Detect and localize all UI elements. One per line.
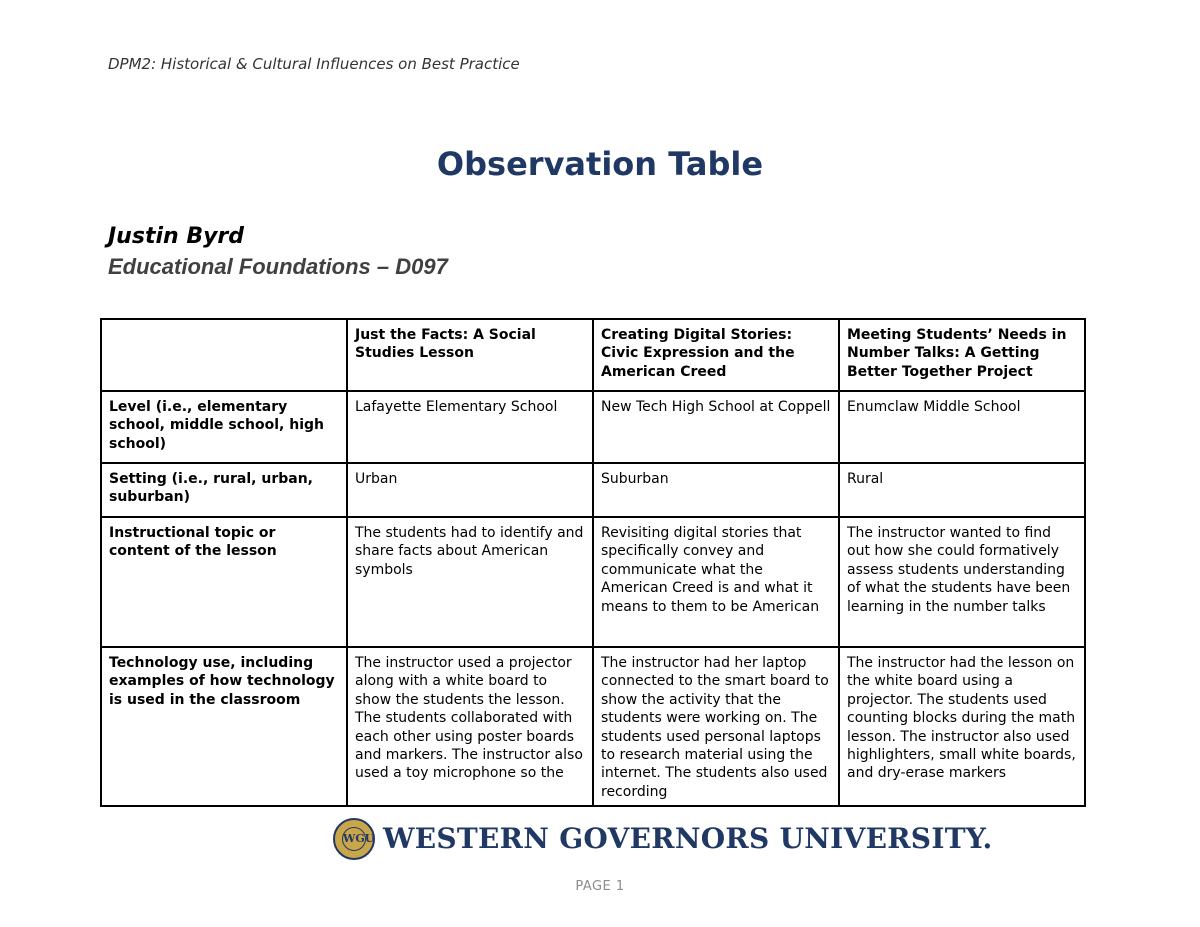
row-label-level: Level (i.e., elementary school, middle school, high school) bbox=[101, 391, 347, 463]
author-name: Justin Byrd bbox=[108, 224, 245, 249]
table-cell: Revisiting digital stories that specifically convey and communicate what the American Creed is and what it means to them to be American bbox=[593, 517, 839, 647]
seal-monogram: WGU bbox=[342, 827, 366, 851]
university-seal-icon bbox=[333, 818, 375, 860]
table-cell: The instructor wanted to find out how she could formatively assess students understanding of what the students have been learning in the number talks bbox=[839, 517, 1085, 647]
row-label-topic: Instructional topic or content of the lesson bbox=[101, 517, 347, 647]
table-cell: Enumclaw Middle School bbox=[839, 391, 1085, 463]
table-cell: Urban bbox=[347, 463, 593, 517]
course-name: Educational Foundations – D097 bbox=[108, 254, 448, 279]
observation-table bbox=[100, 318, 1086, 807]
row-label-technology: Technology use, including examples of how technology is used in the classroom bbox=[101, 647, 347, 806]
column-header-blank bbox=[101, 319, 347, 391]
page-title: Observation Table bbox=[436, 145, 764, 183]
table-cell: Rural bbox=[839, 463, 1085, 517]
table-row bbox=[101, 647, 1085, 806]
table-row bbox=[101, 463, 1085, 517]
document-header: DPM2: Historical & Cultural Influences on Best Practice bbox=[108, 55, 520, 73]
table-cell: New Tech High School at Coppell bbox=[593, 391, 839, 463]
table-cell: The instructor used a projector along with a white board to show the students the lesson. The students collaborated with each other using poster boards and markers. The instructor also used a toy microphone so the bbox=[347, 647, 593, 806]
column-header-lesson-1: Just the Facts: A Social Studies Lesson bbox=[347, 319, 593, 391]
column-header-lesson-3: Meeting Students’ Needs in Number Talks: A Getting Better Together Project bbox=[839, 319, 1085, 391]
table-header-row bbox=[101, 319, 1085, 391]
table-cell: The instructor had the lesson on the white board using a projector. The students used counting blocks during the math lesson. The instructor also used highlighters, small white boards, and dry-erase markers bbox=[839, 647, 1085, 806]
table-cell: The instructor had her laptop connected to the smart board to show the activity that the students were working on. The students used personal laptops to research material using the internet. The students also used recording bbox=[593, 647, 839, 806]
row-label-setting: Setting (i.e., rural, urban, suburban) bbox=[101, 463, 347, 517]
wgu-logo bbox=[333, 818, 993, 862]
university-wordmark: WESTERN GOVERNORS UNIVERSITY. bbox=[383, 822, 993, 855]
page-number: PAGE 1 bbox=[575, 879, 625, 894]
table-row bbox=[101, 517, 1085, 647]
column-header-lesson-2: Creating Digital Stories: Civic Expression and the American Creed bbox=[593, 319, 839, 391]
table-row bbox=[101, 391, 1085, 463]
table-cell: The students had to identify and share facts about American symbols bbox=[347, 517, 593, 647]
table-cell: Suburban bbox=[593, 463, 839, 517]
table-cell: Lafayette Elementary School bbox=[347, 391, 593, 463]
